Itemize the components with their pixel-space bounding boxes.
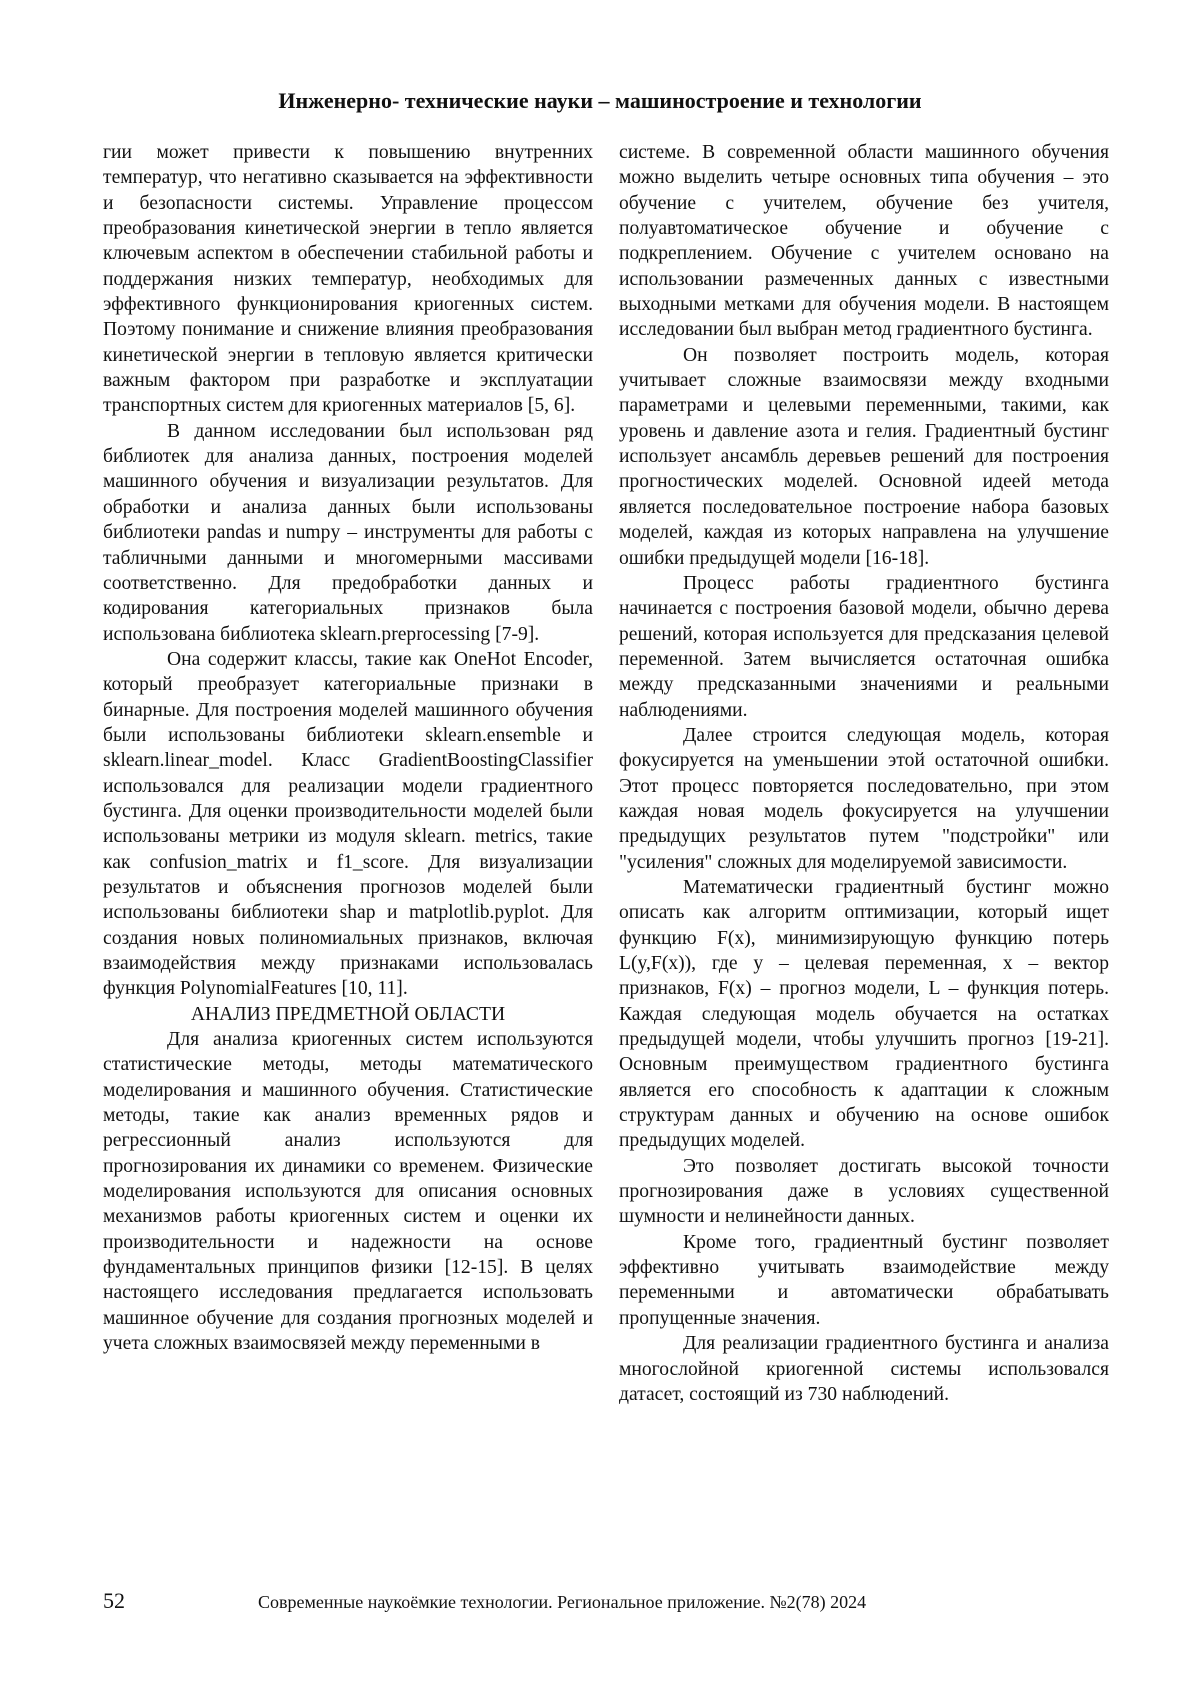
left-column	[103, 140, 593, 1357]
paragraph: гии может привести к повышению внутренних температур, что негативно сказывается на эффективности и безопасности системы. Управление процессом преобразования кинетической энергии в тепло является ключевым аспектом в обеспечении стабильной работы и поддержания низких температур, необходимых для эффективного функционирования криогенных систем. Поэтому понимание и снижение влияния преобразования кинетической энергии в тепловую является критически важным фактором при разработке и эксплуатации транспортных систем для криогенных материалов [5, 6].	[103, 142, 593, 417]
paragraph: Для анализа криогенных систем используются статистические методы, методы математического моделирования и машинного обучения. Статистические методы, такие как анализ временных рядов и регрессионный анализ используются для прогнозирования их динамики со временем. Физические моделирования используются для описания основных механизмов работы криогенных систем и оценки их производительности и надежности на основе фундаментальных принципов физики [12-15]. В целях настоящего исследования предлагается использовать машинное обучение для создания прогнозных моделей и учета сложных взаимосвязей между переменными в	[103, 1029, 593, 1355]
paragraph: В данном исследовании был использован ряд библиотек для анализа данных, построения моделей машинного обучения и визуализации результатов. Для обработки и анализа данных были использованы библиотеки pandas и numpy – инструменты для работы с табличными данными и многомерными массивами соответственно. Для предобработки данных и кодирования категориальных признаков была использована библиотека sklearn.preprocessing [7-9].	[103, 420, 593, 645]
journal-footer: Современные наукоёмкие технологии. Региональное приложение. №2(78) 2024	[258, 1592, 867, 1612]
running-title: Инженерно- технические науки – машиностроение и технологии	[278, 88, 922, 113]
paragraph: системе. В современной области машинного обучения можно выделить четыре основных типа обучения – это обучение с учителем, обучение без учителя, полуавтоматическое обучение и обучение с подкреплением. Обучение с учителем основано на использовании размеченных данных с известными выходными метками для обучения модели. В настоящем исследовании был выбран метод градиентного бустинга.	[619, 142, 1109, 341]
paragraph: Далее строится следующая модель, которая фокусируется на уменьшении этой остаточной ошибки. Этот процесс повторяется последовательно, при этом каждая новая модель фокусируется на улучшении предыдущих результатов путем "подстройки" или "усиления" сложных для моделируемой зависимости.	[619, 724, 1109, 873]
paragraph: Процесс работы градиентного бустинга начинается с построения базовой модели, обычно дерева решений, которая используется для предсказания целевой переменной. Затем вычисляется остаточная ошибка между предсказанными значениями и реальными наблюдениями.	[619, 572, 1109, 721]
paragraph: Для реализации градиентного бустинга и анализа многослойной криогенной системы использовался датасет, состоящий из 730 наблюдений.	[619, 1333, 1109, 1405]
paragraph: Это позволяет достигать высокой точности прогнозирования даже в условиях существенной шумности и нелинейности данных.	[619, 1155, 1109, 1228]
paragraph: Он позволяет построить модель, которая учитывает сложные взаимосвязи между входными параметрами и целевыми переменными, такими, как уровень и давление азота и гелия. Градиентный бустинг использует ансамбль деревьев решений для построения прогностических моделей. Основной идеей метода является последовательное построение набора базовых моделей, каждая из которых направлена на улучшение ошибки предыдущей модели [16-18].	[619, 344, 1109, 569]
section-heading: АНАЛИЗ ПРЕДМЕТНОЙ ОБЛАСТИ	[190, 1003, 506, 1025]
page-number: 52	[103, 1588, 125, 1613]
right-column	[619, 140, 1109, 1407]
paragraph: Математически градиентный бустинг можно описать как алгоритм оптимизации, который ищет функцию F(x), минимизирующую функцию потерь L(y,F(x)), где y – целевая переменная, x – вектор признаков, F(x) – прогноз модели, L – функция потерь. Каждая следующая модель обучается на остатках предыдущей модели, чтобы улучшить прогноз [19-21]. Основным преимуществом градиентного бустинга является его способность к адаптации к сложным структурам данных и обучению на основе ошибок предыдущих моделей.	[619, 876, 1109, 1152]
paragraph: Кроме того, градиентный бустинг позволяет эффективно учитывать взаимодействие между переменными и автоматически обрабатывать пропущенные значения.	[619, 1231, 1109, 1329]
paragraph: Она содержит классы, такие как OneHot Encoder, который преобразует категориальные признаки в бинарные. Для построения моделей машинного обучения были использованы библиотеки sklearn.ensemble и sklearn.linear_model. Класс GradientBoostingClassifier использовался для реализации модели градиентного бустинга. Для оценки производительности моделей были использованы метрики из модуля sklearn. metrics, такие как confusion_matrix и f1_score. Для визуализации результатов и объяснения прогнозов моделей были использованы библиотеки shap и matplotlib.pyplot. Для создания новых полиномиальных признаков, включая взаимодействия между признаками использовалась функция PolynomialFeatures [10, 11].	[103, 648, 593, 1000]
